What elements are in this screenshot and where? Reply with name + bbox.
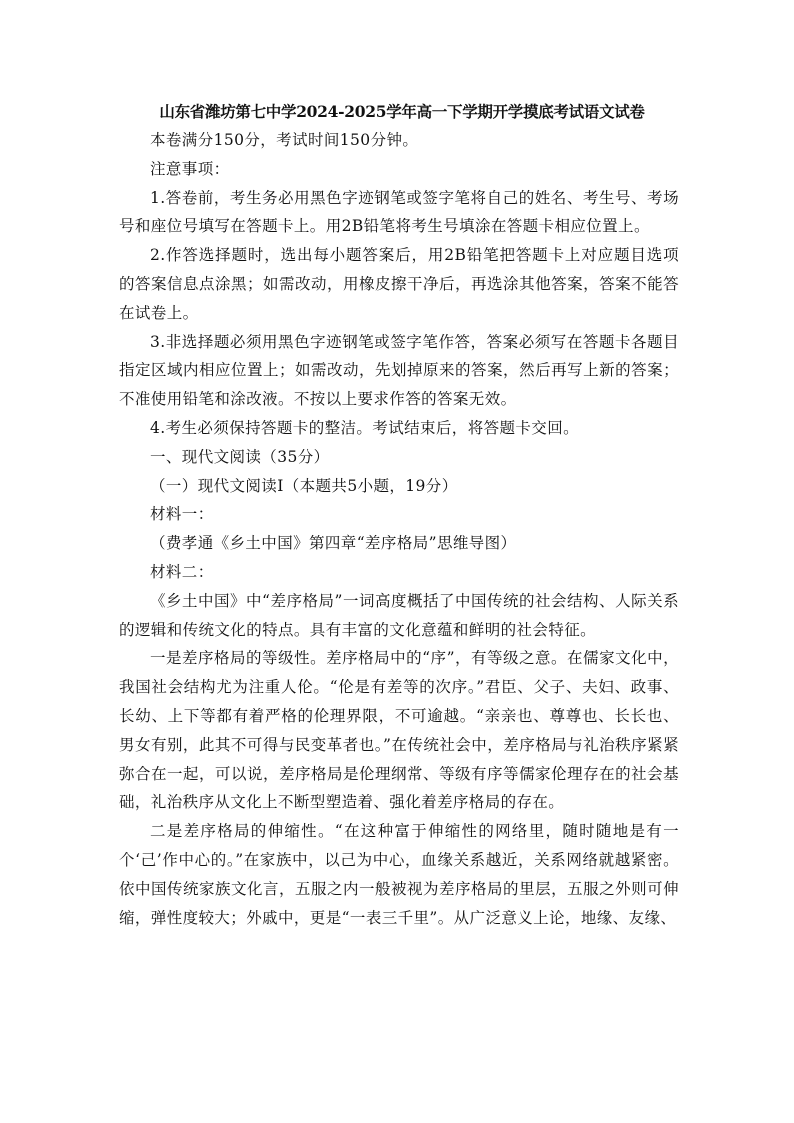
material-1-caption: （费孝通《乡土中国》第四章“差序格局”思维导图） [150, 534, 517, 553]
section-heading: 一、现代文阅读（35分） [150, 447, 330, 466]
material-2-label: 材料二： [150, 562, 214, 581]
material-2-paragraph-2: 一是差序格局的等级性。差序格局中的“序”，有等级之意。在儒家文化中，我国社会结构尤为注重人伦。“伦是有差等的次序。”君臣、父子、夫妇、政事、长幼、上下等都有着严格的伦理界限，不可逾越。“亲亲也、尊尊也、长长也、男女有别，此其不可得与民变革者也。”在传统社会中，差序格局与礼治秩序紧紧弥合在一起，可以说，差序格局是伦理纲常、等级有序等儒家伦理存在的社会基础，礼治秩序从文化上不断型塑造着、强化着差序格局的存在。 [119, 649, 679, 812]
notice-item-3: 3.非选择题必须用黑色字迹钢笔或签字笔作答，答案必须写在答题卡各题目指定区域内相应位置上；如需改动，先划掉原来的答案，然后再写上新的答案；不准使用铅笔和涂改液。不按以上要求作答的答案无效。 [119, 332, 679, 409]
exam-info: 本卷满分150分，考试时间150分钟。 [150, 131, 419, 149]
subsection-heading: （一）现代文阅读Ⅰ（本题共5小题，19分） [150, 476, 458, 495]
notice-heading: 注意事项： [150, 159, 230, 178]
notice-item-4: 4.考生必须保持答题卡的整洁。考试结束后，将答题卡交回。 [150, 418, 579, 437]
material-2-paragraph-1: 《乡土中国》中“差序格局”一词高度概括了中国传统的社会结构、人际关系的逻辑和传统文化的特点。具有丰富的文化意蕴和鲜明的社会特征。 [119, 591, 679, 639]
document-title: 山东省潍坊第七中学2024-2025学年高一下学期开学摸底考试语文试卷 [159, 102, 645, 121]
material-1-label: 材料一： [150, 505, 214, 524]
notice-item-2: 2.作答选择题时，选出每小题答案后，用2B铅笔把答题卡上对应题目选项的答案信息点涂黑；如需改动，用橡皮擦干净后，再选涂其他答案，答案不能答在试卷上。 [119, 246, 679, 322]
notice-item-1: 1.答卷前，考生务必用黑色字迹钢笔或签字笔将自己的姓名、考生号、考场号和座位号填写在答题卡上。用2B铅笔将考生号填涂在答题卡相应位置上。 [119, 188, 679, 236]
material-2-paragraph-3: 二是差序格局的伸缩性。“在这种富于伸缩性的网络里，随时随地是有一个‘己’作中心的。”在家族中，以己为中心，血缘关系越近，关系网络就越紧密。依中国传统家族文化言，五服之内一般被视为差序格局的里层，五服之外则可伸缩，弹性度较大；外戚中，更是“一表三千里”。从广泛意义上论，地缘、友缘、 [119, 822, 679, 927]
document-page [119, 98, 679, 932]
